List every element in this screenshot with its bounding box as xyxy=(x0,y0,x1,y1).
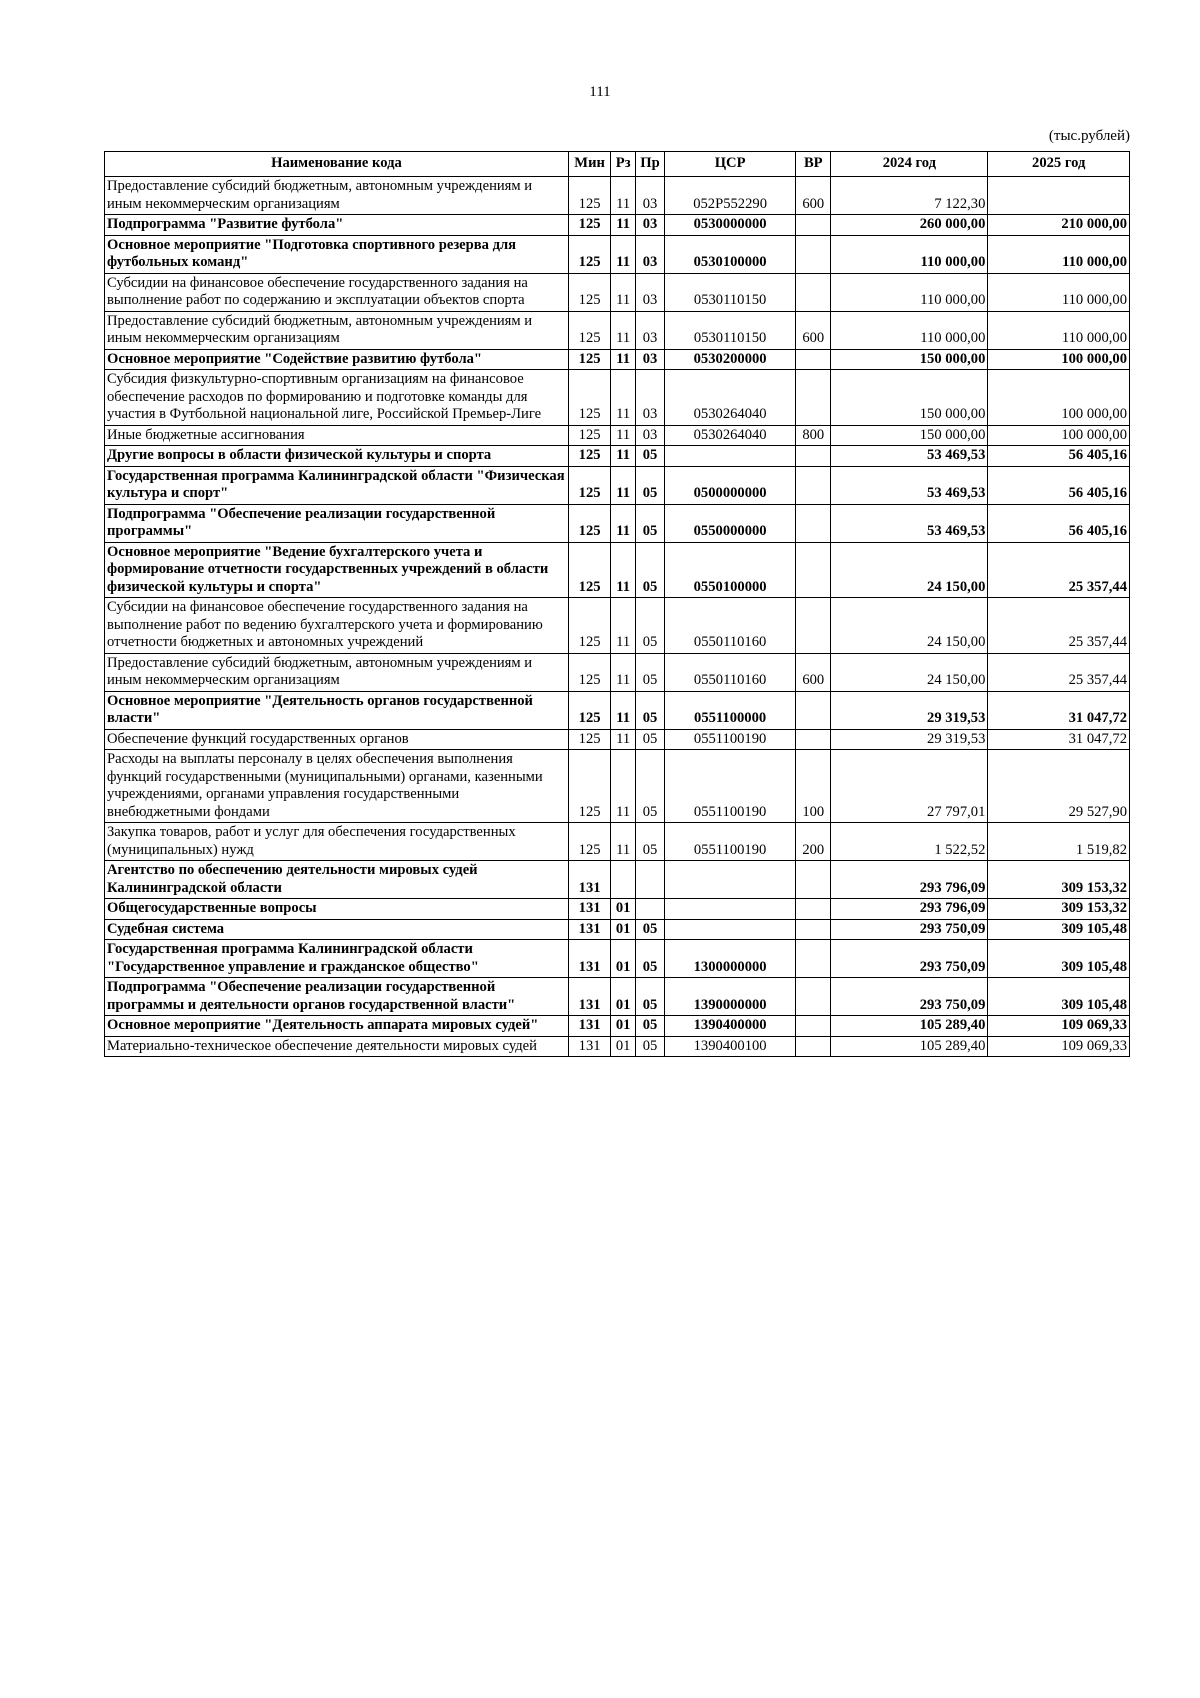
cell-2025: 31 047,72 xyxy=(988,691,1130,729)
cell-name: Другие вопросы в области физической культуры и спорта xyxy=(105,446,569,467)
cell-vr: 800 xyxy=(796,425,831,446)
cell-2024: 150 000,00 xyxy=(831,425,988,446)
table-row xyxy=(105,273,1130,311)
cell-2024: 53 469,53 xyxy=(831,446,988,467)
table-body xyxy=(105,177,1130,1057)
cell-min: 125 xyxy=(568,542,610,598)
table-row xyxy=(105,235,1130,273)
table-row xyxy=(105,691,1130,729)
table-row xyxy=(105,861,1130,899)
table-row xyxy=(105,598,1130,654)
cell-vr xyxy=(796,215,831,236)
cell-rz xyxy=(611,861,636,899)
cell-pr: 03 xyxy=(636,273,665,311)
cell-vr xyxy=(796,729,831,750)
cell-vr xyxy=(796,446,831,467)
cell-2025: 110 000,00 xyxy=(988,235,1130,273)
cell-min: 125 xyxy=(568,598,610,654)
cell-2025: 110 000,00 xyxy=(988,311,1130,349)
cell-2025: 31 047,72 xyxy=(988,729,1130,750)
cell-rz: 11 xyxy=(611,311,636,349)
cell-name: Судебная система xyxy=(105,919,569,940)
cell-vr: 200 xyxy=(796,823,831,861)
cell-csr: 0550000000 xyxy=(665,504,796,542)
cell-pr: 03 xyxy=(636,370,665,426)
cell-min: 125 xyxy=(568,729,610,750)
cell-2024: 24 150,00 xyxy=(831,598,988,654)
cell-name: Субсидии на финансовое обеспечение государственного задания на выполнение работ по содержанию и эксплуатации объектов спорта xyxy=(105,273,569,311)
cell-csr: 0530110150 xyxy=(665,273,796,311)
cell-name: Основное мероприятие "Деятельность аппарата мировых судей" xyxy=(105,1016,569,1037)
cell-2024: 293 796,09 xyxy=(831,899,988,920)
cell-pr: 03 xyxy=(636,215,665,236)
cell-min: 125 xyxy=(568,425,610,446)
cell-min: 125 xyxy=(568,177,610,215)
cell-name: Материально-техническое обеспечение деятельности мировых судей xyxy=(105,1036,569,1057)
cell-2025: 29 527,90 xyxy=(988,750,1130,823)
cell-2025 xyxy=(988,177,1130,215)
cell-vr xyxy=(796,940,831,978)
cell-2024: 150 000,00 xyxy=(831,370,988,426)
cell-2025: 56 405,16 xyxy=(988,466,1130,504)
cell-name: Основное мероприятие "Ведение бухгалтерского учета и формирование отчетности государственных учреждений в области физической культуры и спорта" xyxy=(105,542,569,598)
cell-2025: 56 405,16 xyxy=(988,504,1130,542)
header-csr: ЦСР xyxy=(665,152,796,177)
cell-rz: 11 xyxy=(611,466,636,504)
cell-rz: 11 xyxy=(611,215,636,236)
cell-rz: 11 xyxy=(611,349,636,370)
cell-2025: 309 105,48 xyxy=(988,978,1130,1016)
table-row xyxy=(105,177,1130,215)
cell-name: Агентство по обеспечению деятельности мировых судей Калининградской области xyxy=(105,861,569,899)
table-row xyxy=(105,1036,1130,1057)
cell-2024: 110 000,00 xyxy=(831,311,988,349)
cell-csr: 0551100190 xyxy=(665,823,796,861)
cell-2025: 110 000,00 xyxy=(988,273,1130,311)
cell-2025: 1 519,82 xyxy=(988,823,1130,861)
cell-vr xyxy=(796,466,831,504)
cell-rz: 11 xyxy=(611,370,636,426)
cell-2025: 309 105,48 xyxy=(988,919,1130,940)
cell-csr: 0550110160 xyxy=(665,598,796,654)
header-2025: 2025 год xyxy=(988,152,1130,177)
cell-pr: 05 xyxy=(636,978,665,1016)
table-header-row xyxy=(105,152,1130,177)
cell-pr: 05 xyxy=(636,750,665,823)
cell-2024: 24 150,00 xyxy=(831,653,988,691)
cell-pr: 05 xyxy=(636,598,665,654)
cell-min: 131 xyxy=(568,899,610,920)
cell-csr: 0551100190 xyxy=(665,750,796,823)
cell-2024: 110 000,00 xyxy=(831,273,988,311)
cell-min: 125 xyxy=(568,349,610,370)
cell-2024: 53 469,53 xyxy=(831,466,988,504)
cell-name: Обеспечение функций государственных органов xyxy=(105,729,569,750)
cell-csr: 1390400100 xyxy=(665,1036,796,1057)
cell-min: 125 xyxy=(568,466,610,504)
cell-rz: 01 xyxy=(611,978,636,1016)
cell-csr xyxy=(665,861,796,899)
cell-csr: 0530264040 xyxy=(665,370,796,426)
cell-2025: 25 357,44 xyxy=(988,598,1130,654)
cell-min: 125 xyxy=(568,370,610,426)
table-row xyxy=(105,425,1130,446)
cell-rz: 11 xyxy=(611,598,636,654)
cell-2025: 56 405,16 xyxy=(988,446,1130,467)
cell-rz: 01 xyxy=(611,1016,636,1037)
cell-rz: 11 xyxy=(611,504,636,542)
cell-min: 125 xyxy=(568,215,610,236)
cell-csr: 0530264040 xyxy=(665,425,796,446)
cell-min: 125 xyxy=(568,691,610,729)
cell-pr: 05 xyxy=(636,729,665,750)
cell-2025: 210 000,00 xyxy=(988,215,1130,236)
cell-2025: 309 153,32 xyxy=(988,899,1130,920)
table-row xyxy=(105,823,1130,861)
cell-2024: 105 289,40 xyxy=(831,1036,988,1057)
cell-min: 131 xyxy=(568,978,610,1016)
cell-2025: 100 000,00 xyxy=(988,425,1130,446)
cell-min: 125 xyxy=(568,823,610,861)
cell-rz: 11 xyxy=(611,653,636,691)
cell-pr: 05 xyxy=(636,1036,665,1057)
cell-vr xyxy=(796,504,831,542)
units-label: (тыс.рублей) xyxy=(1048,128,1130,144)
cell-2025: 309 153,32 xyxy=(988,861,1130,899)
cell-rz: 01 xyxy=(611,1036,636,1057)
cell-vr xyxy=(796,861,831,899)
cell-2024: 29 319,53 xyxy=(831,691,988,729)
header-rz: Рз xyxy=(611,152,636,177)
cell-name: Подпрограмма "Обеспечение реализации государственной программы и деятельности органов государственной власти" xyxy=(105,978,569,1016)
cell-name: Подпрограмма "Обеспечение реализации государственной программы" xyxy=(105,504,569,542)
cell-name: Субсидии на финансовое обеспечение государственного задания на выполнение работ по ведению бухгалтерского учета и формированию отчетности бюджетных и автономных учреждений xyxy=(105,598,569,654)
cell-min: 125 xyxy=(568,446,610,467)
cell-rz: 01 xyxy=(611,919,636,940)
cell-csr: 0550110160 xyxy=(665,653,796,691)
cell-min: 125 xyxy=(568,750,610,823)
cell-name: Расходы на выплаты персоналу в целях обеспечения выполнения функций государственными (муниципальными) органами, казенными учреждениями, органами управления государственными внебюджетными фондами xyxy=(105,750,569,823)
table-row xyxy=(105,215,1130,236)
cell-min: 131 xyxy=(568,940,610,978)
budget-table xyxy=(104,151,1130,1057)
cell-2024: 110 000,00 xyxy=(831,235,988,273)
cell-min: 125 xyxy=(568,235,610,273)
cell-name: Общегосударственные вопросы xyxy=(105,899,569,920)
cell-csr: 0551100000 xyxy=(665,691,796,729)
cell-vr: 600 xyxy=(796,311,831,349)
table-row xyxy=(105,978,1130,1016)
page-number: 111 xyxy=(589,84,611,100)
cell-rz: 11 xyxy=(611,691,636,729)
cell-2024: 293 750,09 xyxy=(831,919,988,940)
cell-csr: 0530200000 xyxy=(665,349,796,370)
table-row xyxy=(105,1016,1130,1037)
cell-csr: 1300000000 xyxy=(665,940,796,978)
cell-pr: 05 xyxy=(636,542,665,598)
cell-vr xyxy=(796,273,831,311)
cell-rz: 11 xyxy=(611,235,636,273)
table-row xyxy=(105,919,1130,940)
cell-name: Предоставление субсидий бюджетным, автономным учреждениям и иным некоммерческим организациям xyxy=(105,177,569,215)
cell-name: Предоставление субсидий бюджетным, автономным учреждениям и иным некоммерческим организациям xyxy=(105,653,569,691)
cell-name: Основное мероприятие "Содействие развитию футбола" xyxy=(105,349,569,370)
cell-vr xyxy=(796,1036,831,1057)
cell-vr xyxy=(796,370,831,426)
table-row xyxy=(105,542,1130,598)
cell-min: 125 xyxy=(568,653,610,691)
cell-rz: 11 xyxy=(611,542,636,598)
cell-name: Субсидия физкультурно-спортивным организациям на финансовое обеспечение расходов по формированию и подготовке команды для участия в Футбольной национальной лиге, Российской Премьер-Лиге xyxy=(105,370,569,426)
cell-csr: 1390400000 xyxy=(665,1016,796,1037)
cell-min: 131 xyxy=(568,1036,610,1057)
cell-pr xyxy=(636,899,665,920)
cell-pr: 05 xyxy=(636,653,665,691)
cell-name: Подпрограмма "Развитие футбола" xyxy=(105,215,569,236)
table-row xyxy=(105,370,1130,426)
cell-csr: 0530110150 xyxy=(665,311,796,349)
cell-2024: 293 796,09 xyxy=(831,861,988,899)
cell-name: Предоставление субсидий бюджетным, автономным учреждениям и иным некоммерческим организациям xyxy=(105,311,569,349)
cell-2024: 53 469,53 xyxy=(831,504,988,542)
cell-2024: 293 750,09 xyxy=(831,978,988,1016)
cell-pr: 05 xyxy=(636,940,665,978)
cell-rz: 01 xyxy=(611,899,636,920)
cell-min: 131 xyxy=(568,919,610,940)
cell-2025: 100 000,00 xyxy=(988,349,1130,370)
cell-pr: 05 xyxy=(636,446,665,467)
cell-vr xyxy=(796,598,831,654)
cell-name: Закупка товаров, работ и услуг для обеспечения государственных (муниципальных) нужд xyxy=(105,823,569,861)
table-row xyxy=(105,899,1130,920)
cell-csr: 0530100000 xyxy=(665,235,796,273)
cell-vr xyxy=(796,978,831,1016)
cell-pr: 05 xyxy=(636,1016,665,1037)
cell-name: Иные бюджетные ассигнования xyxy=(105,425,569,446)
cell-rz: 11 xyxy=(611,750,636,823)
cell-pr xyxy=(636,861,665,899)
cell-csr: 0530000000 xyxy=(665,215,796,236)
cell-2025: 25 357,44 xyxy=(988,542,1130,598)
header-vr: ВР xyxy=(796,152,831,177)
cell-rz: 11 xyxy=(611,823,636,861)
cell-csr xyxy=(665,919,796,940)
cell-rz: 11 xyxy=(611,273,636,311)
cell-min: 125 xyxy=(568,273,610,311)
cell-name: Государственная программа Калининградской области "Государственное управление и гражданское общество" xyxy=(105,940,569,978)
cell-2024: 105 289,40 xyxy=(831,1016,988,1037)
cell-name: Основное мероприятие "Подготовка спортивного резерва для футбольных команд" xyxy=(105,235,569,273)
cell-csr: 052P552290 xyxy=(665,177,796,215)
cell-vr xyxy=(796,235,831,273)
table-row xyxy=(105,940,1130,978)
cell-pr: 03 xyxy=(636,177,665,215)
cell-csr: 0500000000 xyxy=(665,466,796,504)
cell-2024: 1 522,52 xyxy=(831,823,988,861)
header-2024: 2024 год xyxy=(831,152,988,177)
cell-vr xyxy=(796,542,831,598)
cell-vr xyxy=(796,349,831,370)
cell-2025: 100 000,00 xyxy=(988,370,1130,426)
cell-2024: 260 000,00 xyxy=(831,215,988,236)
cell-rz: 01 xyxy=(611,940,636,978)
cell-2024: 29 319,53 xyxy=(831,729,988,750)
cell-vr: 600 xyxy=(796,653,831,691)
cell-2025: 309 105,48 xyxy=(988,940,1130,978)
cell-pr: 03 xyxy=(636,425,665,446)
cell-csr xyxy=(665,446,796,467)
table-row xyxy=(105,349,1130,370)
cell-2024: 150 000,00 xyxy=(831,349,988,370)
table-row xyxy=(105,750,1130,823)
cell-vr: 600 xyxy=(796,177,831,215)
cell-pr: 05 xyxy=(636,466,665,504)
cell-csr xyxy=(665,899,796,920)
cell-min: 131 xyxy=(568,1016,610,1037)
cell-2024: 24 150,00 xyxy=(831,542,988,598)
cell-vr xyxy=(796,1016,831,1037)
cell-2025: 109 069,33 xyxy=(988,1036,1130,1057)
cell-csr: 1390000000 xyxy=(665,978,796,1016)
cell-pr: 05 xyxy=(636,691,665,729)
cell-vr xyxy=(796,691,831,729)
cell-pr: 03 xyxy=(636,311,665,349)
table-row xyxy=(105,653,1130,691)
cell-csr: 0551100190 xyxy=(665,729,796,750)
cell-2024: 293 750,09 xyxy=(831,940,988,978)
cell-csr: 0550100000 xyxy=(665,542,796,598)
cell-rz: 11 xyxy=(611,425,636,446)
table-row xyxy=(105,311,1130,349)
table-row xyxy=(105,504,1130,542)
cell-2025: 109 069,33 xyxy=(988,1016,1130,1037)
table-row xyxy=(105,466,1130,504)
table-row xyxy=(105,729,1130,750)
cell-pr: 03 xyxy=(636,235,665,273)
cell-rz: 11 xyxy=(611,177,636,215)
cell-vr xyxy=(796,919,831,940)
cell-pr: 05 xyxy=(636,504,665,542)
header-pr: Пр xyxy=(636,152,665,177)
cell-2025: 25 357,44 xyxy=(988,653,1130,691)
cell-rz: 11 xyxy=(611,729,636,750)
cell-min: 125 xyxy=(568,311,610,349)
cell-name: Основное мероприятие "Деятельность органов государственной власти" xyxy=(105,691,569,729)
cell-vr: 100 xyxy=(796,750,831,823)
header-min: Мин xyxy=(568,152,610,177)
cell-name: Государственная программа Калининградской области "Физическая культура и спорт" xyxy=(105,466,569,504)
cell-pr: 05 xyxy=(636,919,665,940)
cell-rz: 11 xyxy=(611,446,636,467)
cell-pr: 03 xyxy=(636,349,665,370)
cell-min: 131 xyxy=(568,861,610,899)
cell-vr xyxy=(796,899,831,920)
header-name: Наименование кода xyxy=(105,152,569,177)
cell-2024: 7 122,30 xyxy=(831,177,988,215)
cell-min: 125 xyxy=(568,504,610,542)
table-row xyxy=(105,446,1130,467)
cell-2024: 27 797,01 xyxy=(831,750,988,823)
cell-pr: 05 xyxy=(636,823,665,861)
